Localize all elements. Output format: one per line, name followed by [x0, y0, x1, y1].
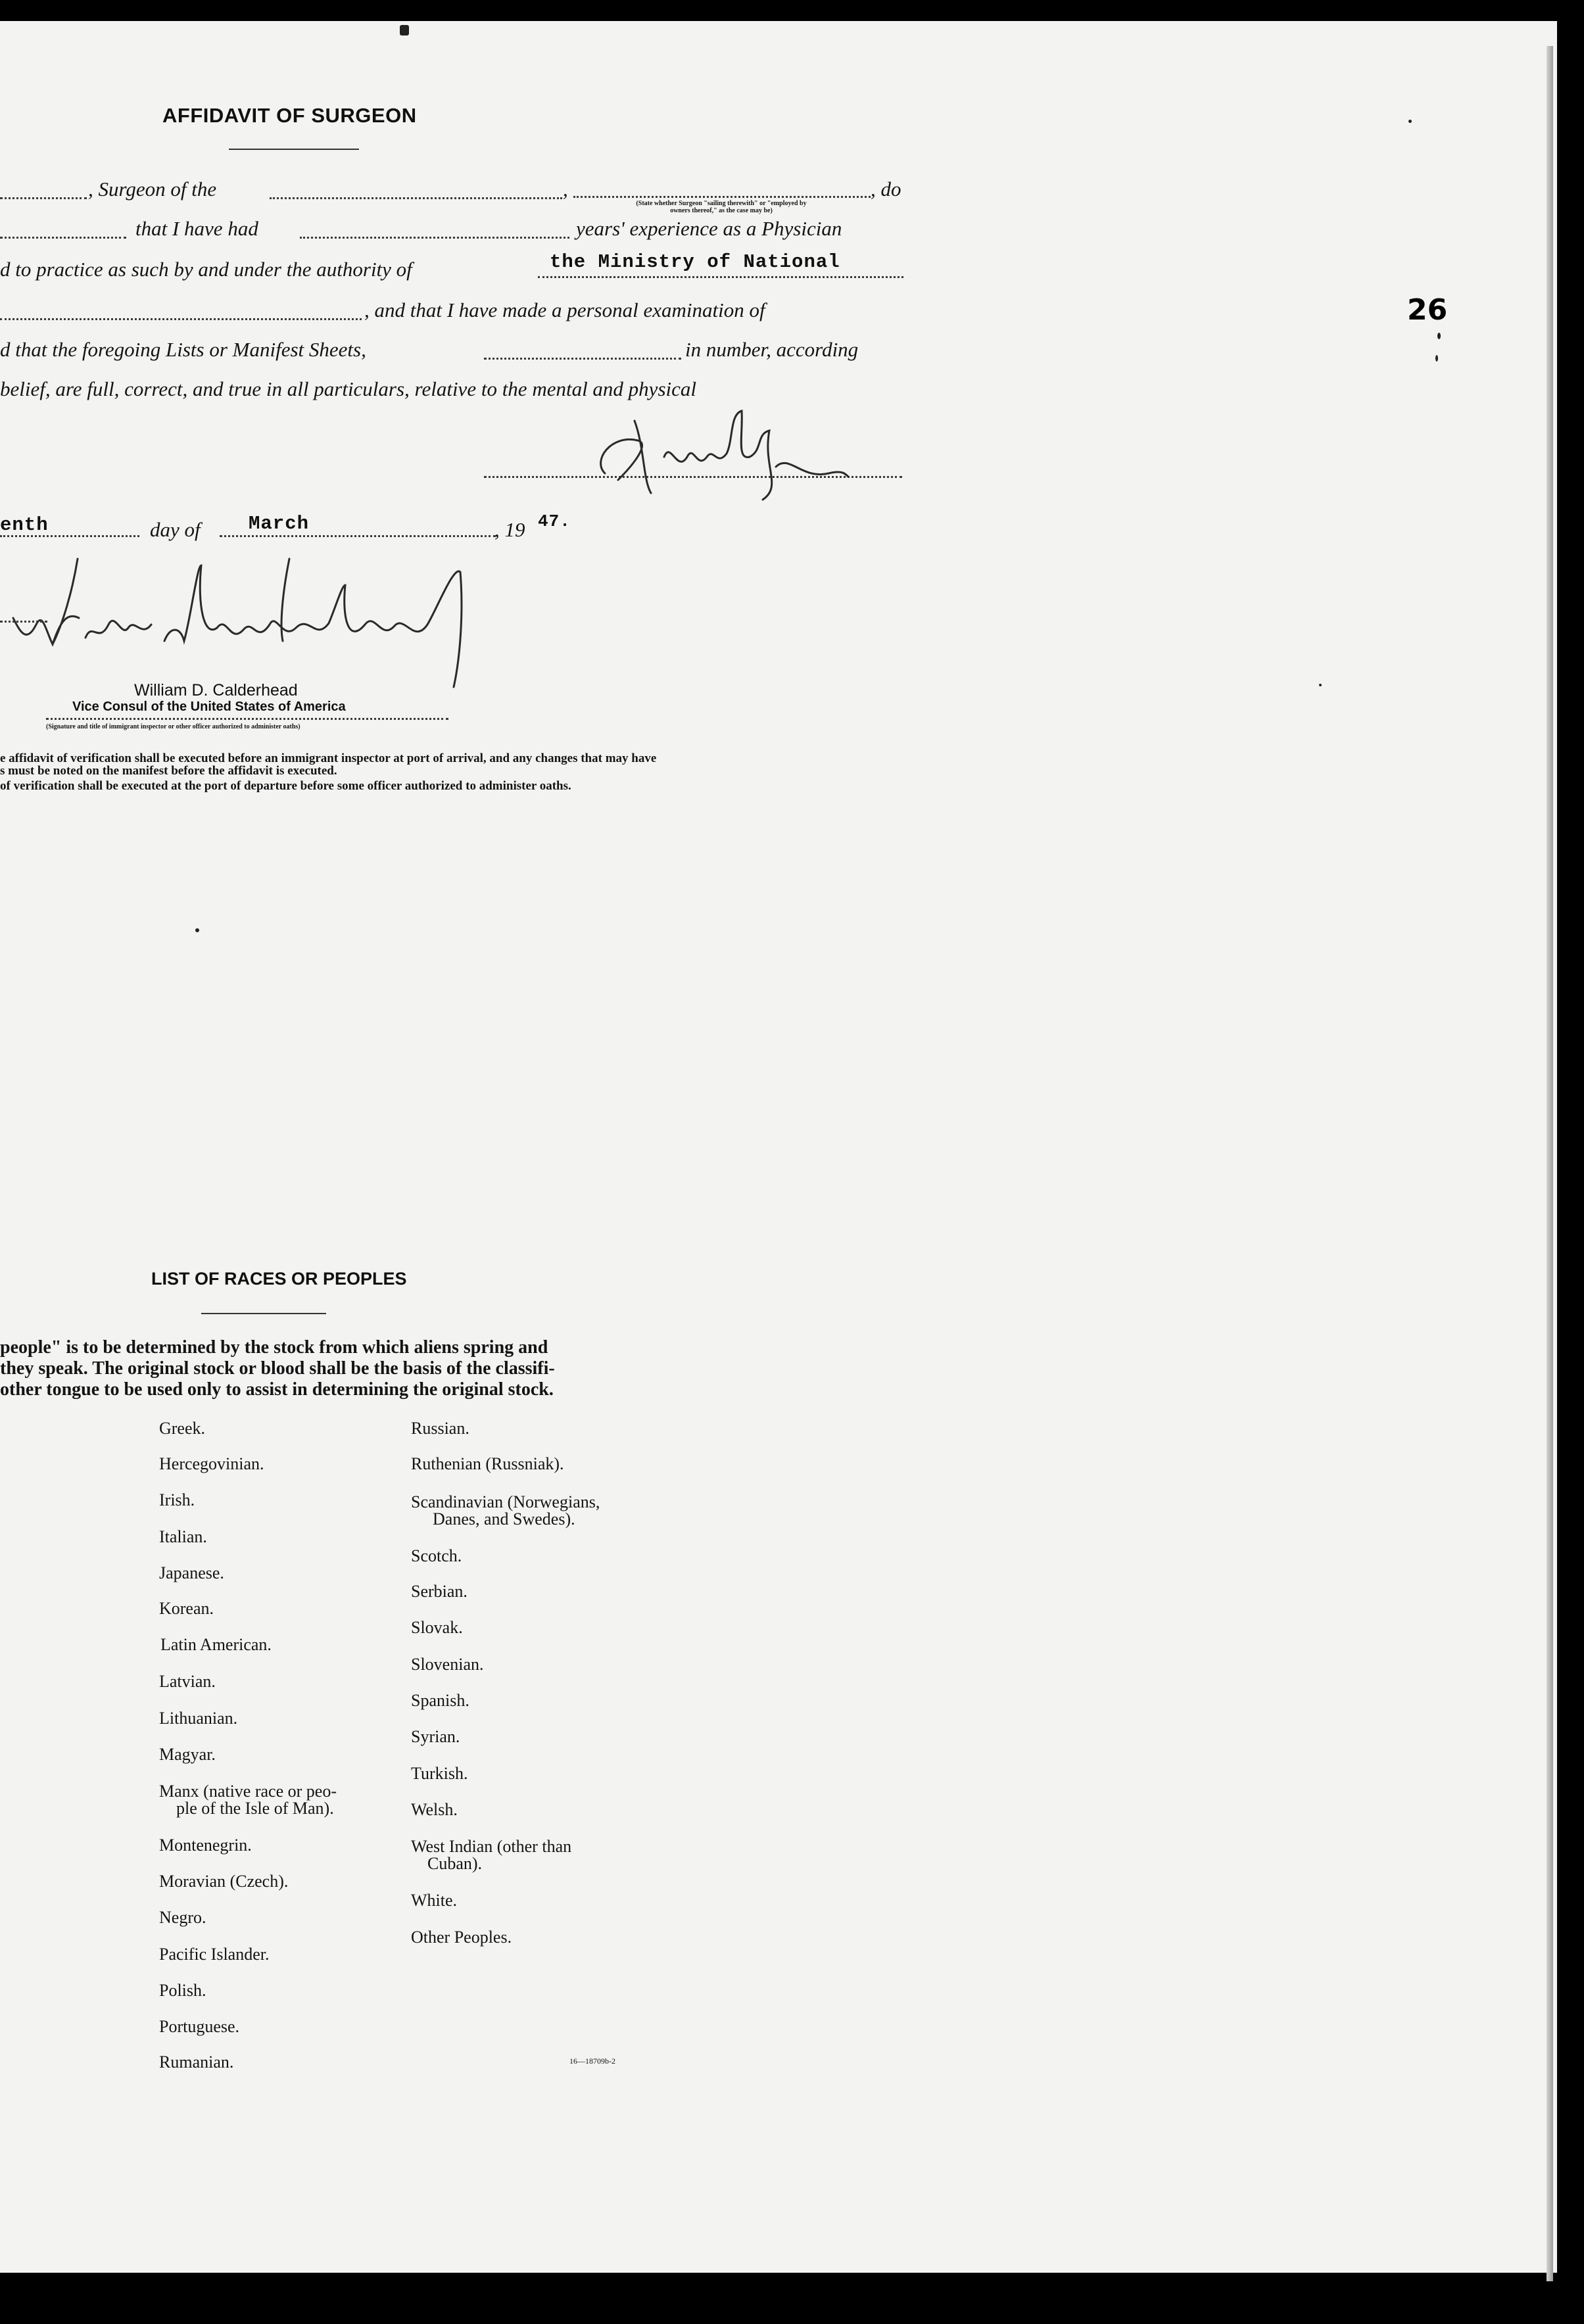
note-surgeon — [573, 200, 869, 214]
race-item: Russian. — [411, 1419, 469, 1438]
officer-caption: (Signature and title of immigrant inspector or other officer authorized to administer oaths) — [46, 723, 300, 730]
races-intro-line3: other tongue to be used only to assist in determining the original stock. — [0, 1379, 554, 1400]
race-item: Spanish. — [411, 1691, 469, 1710]
race-item: Serbian. — [411, 1582, 468, 1601]
title-underline — [229, 149, 359, 150]
affidavit-title: AFFIDAVIT OF SURGEON — [162, 104, 417, 127]
line3-authority: d to practice as such by and under the authority of — [0, 258, 412, 281]
race-item: Korean. — [159, 1599, 214, 1618]
blank-line — [0, 237, 126, 239]
race-item: Lithuanian. — [159, 1709, 238, 1728]
race-item: Other Peoples. — [411, 1928, 512, 1947]
blank-line — [0, 318, 362, 320]
note-surgeon-line2: owners thereof," as the case may be) — [670, 207, 773, 214]
surgeon-signature — [565, 394, 855, 506]
line2-i-have-had: that I have had — [135, 217, 258, 240]
note-surgeon-line1: (State whether Surgeon "sailing therewith" or "employed by — [636, 200, 807, 207]
line6-belief: belief, are full, correct, and true in all particulars, relative to the mental and physical — [0, 377, 696, 400]
race-item: Portuguese. — [159, 2017, 240, 2036]
race-item-continued: Danes, and Swedes). — [433, 1509, 575, 1529]
typed-day: enth — [0, 514, 49, 536]
line1-do: , do — [871, 178, 901, 201]
race-item: Hercegovinian. — [159, 1454, 264, 1473]
race-item: Latin American. — [160, 1635, 272, 1654]
blank-line — [0, 535, 139, 537]
blank-line — [300, 237, 569, 239]
form-code: 16—18709b-2 — [569, 2056, 615, 2066]
typed-year: 47. — [538, 511, 571, 531]
race-item: Pacific Islander. — [159, 1945, 270, 1964]
race-item: Magyar. — [159, 1745, 216, 1764]
line5-in-number: in number, according — [685, 338, 859, 361]
race-item: Italian. — [159, 1527, 207, 1546]
races-title: LIST OF RACES OR PEOPLES — [151, 1269, 407, 1289]
race-item: Syrian. — [411, 1727, 460, 1746]
race-item: West Indian (other than — [411, 1837, 572, 1856]
date-day-of: day of — [150, 518, 201, 541]
officer-signature-line — [46, 718, 448, 720]
instruction-line2: s must be noted on the manifest before the affidavit is executed. — [0, 764, 337, 778]
races-title-underline — [201, 1313, 326, 1314]
race-item-continued: Cuban). — [427, 1854, 483, 1873]
page-edge — [1547, 46, 1553, 2281]
blank-line — [484, 358, 681, 360]
blank-line — [0, 197, 87, 199]
race-item: Manx (native race or peo- — [159, 1782, 337, 1801]
line2-years-experience: years' experience as a Physician — [576, 217, 842, 240]
blank-line — [0, 621, 47, 623]
race-item: Moravian (Czech). — [159, 1872, 289, 1891]
officer-name: William D. Calderhead — [134, 681, 298, 700]
race-item: Polish. — [159, 1981, 206, 2000]
page-number: 26 — [1407, 293, 1448, 327]
race-item: Welsh. — [411, 1800, 458, 1819]
blank-line — [538, 276, 903, 278]
races-intro-line2: they speak. The original stock or blood shall be the basis of the classifi- — [0, 1358, 555, 1379]
race-item: Montenegrin. — [159, 1836, 252, 1855]
race-item: Ruthenian (Russniak). — [411, 1454, 564, 1473]
scan-speck — [1437, 333, 1441, 339]
race-item: Japanese. — [159, 1563, 224, 1582]
race-item: Irish. — [159, 1490, 195, 1509]
instruction-line3: of verification shall be executed at the port of departure before some officer authorized to administer oaths. — [0, 779, 571, 793]
line5-foregoing-lists: d that the foregoing Lists or Manifest Sheets, — [0, 338, 366, 361]
blank-line — [573, 196, 871, 198]
officer-title: Vice Consul of the United States of America — [72, 700, 346, 714]
typed-authority: the Ministry of National — [550, 251, 840, 273]
race-item: Slovenian. — [411, 1655, 484, 1674]
blank-line — [220, 535, 496, 537]
date-year-prefix: , 19 — [494, 518, 525, 541]
race-item: Scotch. — [411, 1546, 462, 1565]
race-item: Turkish. — [411, 1764, 468, 1783]
scan-speck — [1408, 120, 1412, 123]
scan-speck — [400, 25, 409, 36]
race-item-continued: ple of the Isle of Man). — [176, 1799, 334, 1818]
races-intro-line1: people" is to be determined by the stock from which aliens spring and — [0, 1337, 548, 1358]
line4-personal-examination: , and that I have made a personal examination of — [364, 298, 765, 321]
race-item: Slovak. — [411, 1618, 463, 1637]
scan-speck — [1319, 684, 1322, 686]
line1-surgeon-of: , Surgeon of the — [88, 178, 217, 201]
instruction-line1: e affidavit of verification shall be executed before an immigrant inspector at port of arrival, and any changes that may have — [0, 751, 657, 765]
scan-speck — [1435, 355, 1438, 362]
scan-speck — [195, 928, 199, 932]
race-item: White. — [411, 1891, 458, 1910]
line1-comma: , — [563, 178, 568, 201]
race-item: Scandinavian (Norwegians, — [411, 1492, 600, 1511]
race-item: Latvian. — [159, 1672, 216, 1691]
race-item: Rumanian. — [159, 2052, 234, 2072]
typed-month: March — [249, 513, 310, 534]
blank-line — [270, 197, 562, 199]
race-item: Greek. — [159, 1419, 206, 1438]
race-item: Negro. — [159, 1908, 206, 1927]
